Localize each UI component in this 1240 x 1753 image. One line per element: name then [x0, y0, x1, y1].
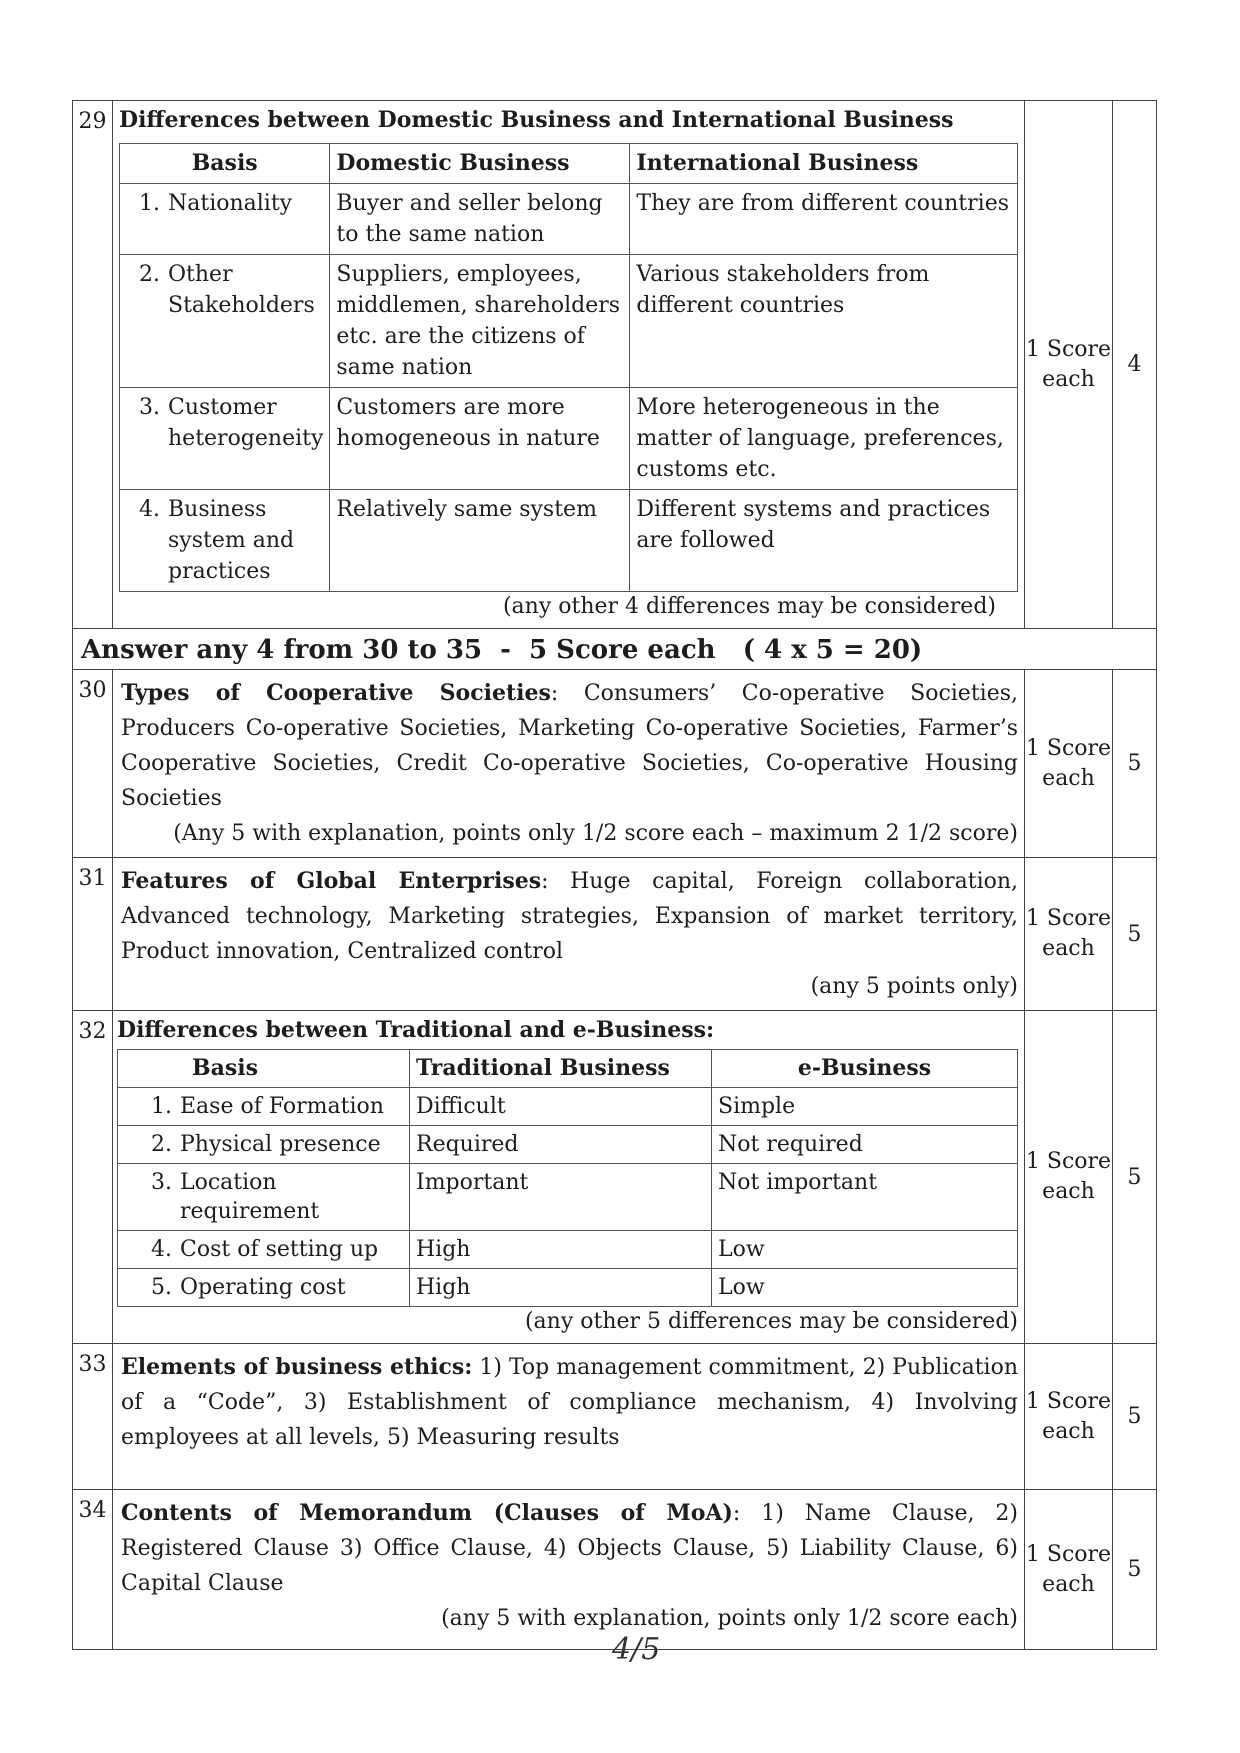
row-number: 3. [139, 395, 160, 420]
row-basis: Nationality [168, 191, 293, 216]
row-basis: Customer heterogeneity [168, 395, 324, 451]
question-number: 31 [73, 858, 113, 1011]
question-text: : 1) Name Clause, 2) Registered Clause 3) Office Clause, 4) Objects Clause, 5) Liability Clause, 6) Capital Clause [121, 1501, 1019, 1596]
score-cell: 1 Score each [1025, 858, 1113, 1011]
table-header-row [118, 1050, 1018, 1088]
question-row-34 [73, 1490, 1157, 1650]
score-cell: 1 Score each [1025, 670, 1113, 858]
table-row [118, 1269, 1018, 1307]
section-heading: Answer any 4 from 30 to 35 - 5 Score each ( 4 x 5 = 20) [73, 629, 1157, 670]
row-number: 4. [139, 497, 160, 522]
question-number: 30 [73, 670, 113, 858]
row-basis: Business system and practices [168, 497, 295, 584]
row-basis: Physical presence [180, 1132, 381, 1157]
question-text: 1) Top management commitment, 2) Publication of a “Code”, 3) Establishment of compliance mechanism, 4) Involving employees at all levels, 5) Measuring results [121, 1355, 1019, 1450]
table-row [120, 255, 1018, 388]
row-basis: Location requirement [180, 1170, 320, 1224]
question-row-29 [73, 101, 1157, 629]
answer-key-table [72, 100, 1157, 1650]
question-row-31 [73, 858, 1157, 1011]
row-ebusiness: Low [712, 1231, 1018, 1269]
row-traditional: Difficult [410, 1088, 712, 1126]
row-basis: Ease of Formation [180, 1094, 384, 1119]
row-domestic: Buyer and seller belong to the same nation [330, 184, 630, 255]
question-note: (Any 5 with explanation, points only 1/2 score each – maximum 2 1/2 score) [173, 821, 1018, 846]
question-number: 32 [73, 1011, 113, 1344]
row-number: 1. [151, 1094, 172, 1119]
total-cell: 5 [1113, 670, 1157, 858]
row-number: 2. [139, 262, 160, 287]
total-cell: 5 [1113, 1011, 1157, 1344]
question-text: : Consumers’ Co-operative Societies, Producers Co-operative Societies, Marketing Co-operative Societies, Farmer’s Cooperative Societies, Credit Co-operative Societies, Co-operative Housing Societies [121, 681, 1018, 811]
row-international: They are from different countries [630, 184, 1018, 255]
row-basis: Cost of setting up [180, 1237, 379, 1262]
question-title: Differences between Domestic Business and International Business [119, 107, 954, 133]
row-international: More heterogeneous in the matter of language, preferences, customs etc. [630, 388, 1018, 490]
traditional-ebusiness-table [117, 1049, 1018, 1307]
row-basis: Operating cost [180, 1275, 346, 1300]
table-row [120, 184, 1018, 255]
total-cell: 5 [1113, 1490, 1157, 1650]
row-traditional: High [410, 1231, 712, 1269]
question-text: : Huge capital, Foreign collaboration, Advanced technology, Marketing strategies, Expansion of market territory, Product innovation, Centralized control [121, 869, 1019, 964]
row-domestic: Suppliers, employees, middlemen, shareholders etc. are the citizens of same nation [330, 255, 630, 388]
column-header-international: International Business [630, 144, 1018, 184]
question-note: (any 5 points only) [810, 974, 1018, 999]
question-title: Features of Global Enterprises [121, 868, 542, 894]
question-note: (any 5 with explanation, points only 1/2 score each) [441, 1606, 1018, 1631]
question-title: Differences between Traditional and e-Business: [117, 1017, 715, 1043]
row-domestic: Relatively same system [330, 490, 630, 592]
question-title: Elements of business ethics: [121, 1354, 473, 1380]
row-ebusiness: Simple [712, 1088, 1018, 1126]
row-number: 5. [151, 1275, 172, 1300]
total-cell: 5 [1113, 858, 1157, 1011]
table-row [118, 1088, 1018, 1126]
question-row-30 [73, 670, 1157, 858]
row-domestic: Customers are more homogeneous in nature [330, 388, 630, 490]
row-traditional: High [410, 1269, 712, 1307]
row-ebusiness: Not required [712, 1126, 1018, 1164]
row-international: Different systems and practices are followed [630, 490, 1018, 592]
row-ebusiness: Low [712, 1269, 1018, 1307]
question-note: (any other 5 differences may be considered) [524, 1309, 1018, 1334]
row-number: 1. [139, 191, 160, 216]
row-international: Various stakeholders from different countries [630, 255, 1018, 388]
column-header-domestic: Domestic Business [330, 144, 630, 184]
score-cell: 1 Score each [1025, 1490, 1113, 1650]
column-header-basis: Basis [118, 1050, 410, 1088]
column-header-traditional: Traditional Business [410, 1050, 712, 1088]
row-basis: Other Stakeholders [168, 262, 315, 318]
column-header-basis: Basis [120, 144, 330, 184]
score-cell: 1 Score each [1025, 1344, 1113, 1490]
table-row [120, 490, 1018, 592]
score-cell: 1 Score each [1025, 101, 1113, 629]
question-number: 33 [73, 1344, 113, 1490]
row-traditional: Required [410, 1126, 712, 1164]
question-title: Contents of Memorandum (Clauses of MoA) [121, 1500, 733, 1526]
table-header-row [120, 144, 1018, 184]
row-number: 3. [151, 1170, 172, 1195]
table-row [118, 1126, 1018, 1164]
row-ebusiness: Not important [712, 1164, 1018, 1231]
section-heading-row [73, 629, 1157, 670]
question-number: 29 [73, 101, 113, 629]
row-number: 2. [151, 1132, 172, 1157]
question-title: Types of Cooperative Societies [121, 680, 551, 706]
row-number: 4. [151, 1237, 172, 1262]
table-row [120, 388, 1018, 490]
page-number: 4/5 [612, 1632, 661, 1667]
table-row [118, 1164, 1018, 1231]
question-row-33 [73, 1344, 1157, 1490]
question-row-32 [73, 1011, 1157, 1344]
column-header-ebusiness: e-Business [712, 1050, 1018, 1088]
table-row [118, 1231, 1018, 1269]
total-cell: 4 [1113, 101, 1157, 629]
answer-key-page [72, 100, 1157, 1650]
question-note: (any other 4 differences may be considered) [502, 594, 996, 619]
score-cell: 1 Score each [1025, 1011, 1113, 1344]
question-number: 34 [73, 1490, 113, 1650]
row-traditional: Important [410, 1164, 712, 1231]
total-cell: 5 [1113, 1344, 1157, 1490]
domestic-international-table [119, 143, 1018, 592]
